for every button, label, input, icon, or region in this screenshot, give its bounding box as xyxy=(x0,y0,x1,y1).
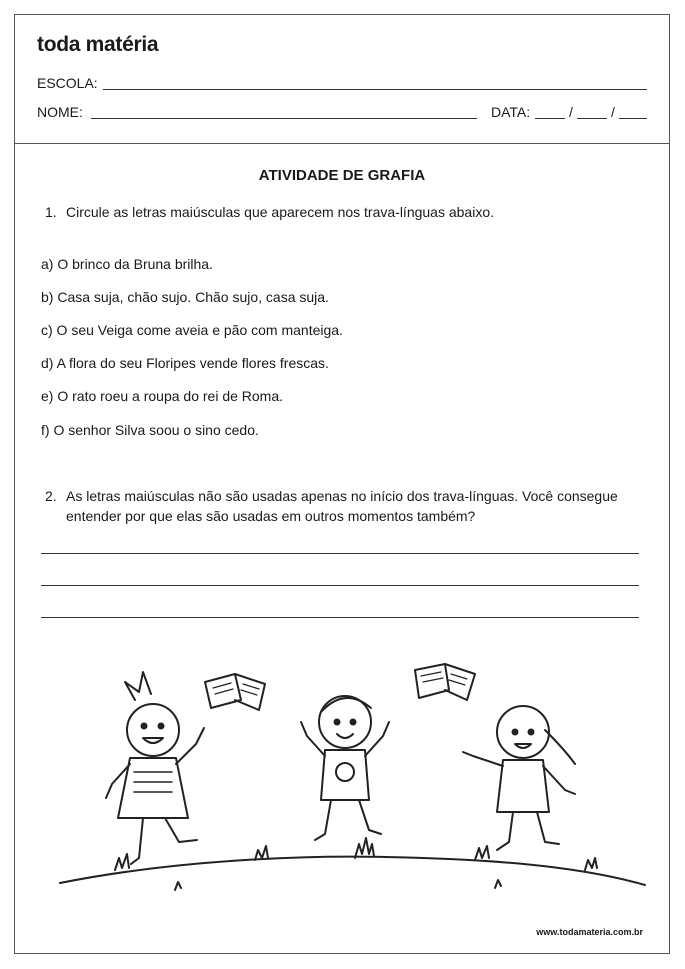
question-number: 2. xyxy=(45,488,57,504)
worksheet xyxy=(14,14,670,954)
date-year-field[interactable] xyxy=(619,118,647,119)
question-text-line-2: entender por que elas são usadas em outros momentos também? xyxy=(66,508,476,524)
list-item: d) A flora do seu Floripes vende flores frescas. xyxy=(41,355,329,371)
date-separator: / xyxy=(611,104,615,120)
flying-book-icon xyxy=(415,664,475,700)
answer-line[interactable] xyxy=(41,585,639,586)
question-number: 1. xyxy=(45,204,57,220)
header xyxy=(15,15,669,144)
girl-left-figure xyxy=(106,672,204,864)
children-jumping-illustration xyxy=(55,660,655,910)
question-1 xyxy=(45,202,645,224)
answer-line[interactable] xyxy=(41,553,639,554)
logo: toda matéria xyxy=(37,33,159,56)
question-2 xyxy=(45,486,655,528)
page-title: ATIVIDADE DE GRAFIA xyxy=(258,167,426,184)
name-field[interactable] xyxy=(91,118,477,119)
list-item: b) Casa suja, chão sujo. Chão sujo, casa suja. xyxy=(41,289,329,305)
date-day-field[interactable] xyxy=(535,118,565,119)
list-item: f) O senhor Silva soou o sino cedo. xyxy=(41,422,259,438)
school-label: ESCOLA: xyxy=(37,75,98,91)
date-label: DATA: xyxy=(491,104,531,120)
name-label: NOME: xyxy=(37,104,83,120)
date-month-field[interactable] xyxy=(577,118,607,119)
boy-middle-figure xyxy=(301,696,389,840)
question-text: Circule as letras maiúsculas que aparecem nos trava-línguas abaixo. xyxy=(66,204,494,220)
list-item: a) O brinco da Bruna brilha. xyxy=(41,256,213,272)
date-separator: / xyxy=(569,104,573,120)
footer-url[interactable]: www.todamateria.com.br xyxy=(536,927,643,937)
list-item: e) O rato roeu a roupa do rei de Roma. xyxy=(41,388,284,404)
answer-line[interactable] xyxy=(41,617,639,618)
girl-right-figure xyxy=(463,706,575,850)
list-item: c) O seu Veiga come aveia e pão com manteiga. xyxy=(41,322,343,338)
question-text-line-1: As letras maiúsculas não são usadas apenas no início dos trava-línguas. Você consegue xyxy=(66,488,618,504)
school-field[interactable] xyxy=(103,89,647,90)
flying-book-icon xyxy=(205,674,265,710)
